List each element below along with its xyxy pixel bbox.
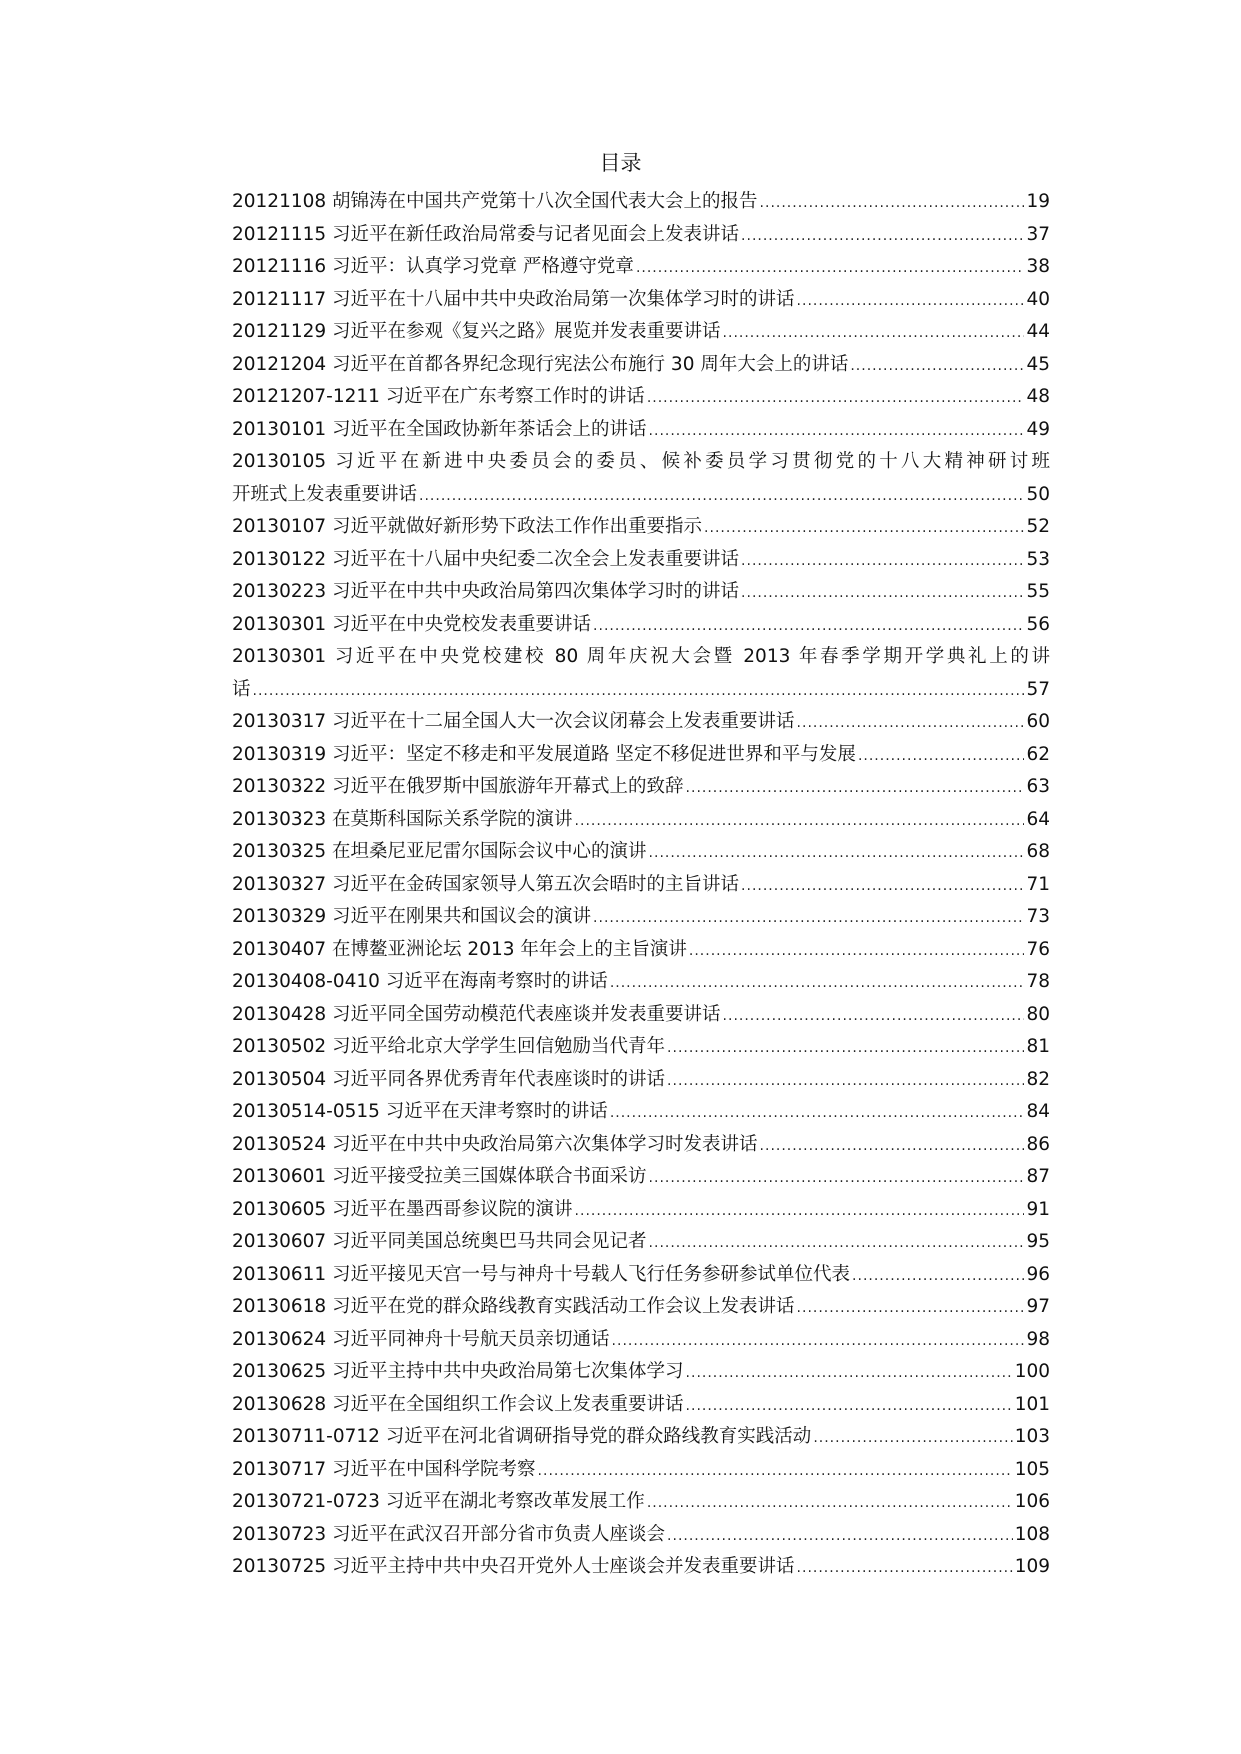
- toc-page-number: 86: [1026, 1133, 1050, 1155]
- dot-leader: [723, 317, 1025, 350]
- toc-entry[interactable]: [232, 966, 1050, 999]
- toc-entry[interactable]: [232, 1031, 1050, 1064]
- dot-leader: [593, 902, 1024, 935]
- toc-page-number: 73: [1026, 906, 1050, 927]
- dot-leader: [858, 740, 1025, 773]
- toc-entry-line: [232, 316, 1050, 349]
- dot-leader: [797, 1292, 1025, 1325]
- toc-page-number: 71: [1026, 873, 1050, 895]
- toc-entry[interactable]: [232, 1161, 1050, 1194]
- dot-leader: [649, 1227, 1025, 1260]
- toc-entry-line: [232, 1194, 1050, 1227]
- dot-leader: [686, 1357, 1013, 1390]
- toc-entry-line: [232, 1551, 1050, 1584]
- dot-leader: [593, 610, 1024, 643]
- toc-entry[interactable]: [232, 641, 1050, 706]
- dot-leader: [575, 1195, 1025, 1228]
- toc-entry-line: [232, 609, 1050, 642]
- dot-leader: [797, 285, 1025, 318]
- toc-entry-line: [232, 1356, 1050, 1389]
- dot-leader: [649, 1162, 1025, 1195]
- dot-leader: [610, 1097, 1025, 1130]
- toc-entry[interactable]: [232, 739, 1050, 772]
- toc-entry[interactable]: [232, 1421, 1050, 1454]
- toc-entry-line: [232, 1421, 1050, 1454]
- dot-leader: [741, 220, 1024, 253]
- toc-entry[interactable]: [232, 836, 1050, 869]
- dot-leader: [741, 870, 1024, 903]
- toc-entry-line: [232, 1161, 1050, 1194]
- toc-entry-continuation: [232, 674, 1050, 707]
- toc-entry-title: 20130428 习近平同全国劳动模范代表座谈并发表重要讲话: [232, 1003, 721, 1025]
- toc-entry-line: [232, 576, 1050, 609]
- toc-entry-title: 20130107 习近平就做好新形势下政法工作作出重要指示: [232, 516, 703, 537]
- toc-page-number: 100: [1014, 1361, 1050, 1382]
- toc-entry-line: [232, 706, 1050, 739]
- dot-leader: [610, 967, 1025, 1000]
- toc-page-number: 48: [1026, 386, 1050, 407]
- toc-entry-title: 20121204 习近平在首都各界纪念现行宪法公布施行 30 周年大会上的讲话: [232, 353, 849, 375]
- toc-entry-line: [232, 1486, 1050, 1519]
- toc-entry-title: 20130105 习近平在新进中央委员会的委员、候补委员学习贯彻党的十八大精神研讨班: [232, 451, 1050, 472]
- toc-page-number: 37: [1026, 223, 1050, 245]
- toc-entry-title: 20130618 习近平在党的群众路线教育实践活动工作会议上发表讲话: [232, 1296, 795, 1317]
- toc-entry-continuation: [232, 479, 1050, 512]
- toc-entry[interactable]: [232, 381, 1050, 414]
- toc-entry-line: [232, 901, 1050, 934]
- toc-entry-line: [232, 414, 1050, 447]
- toc-entry-line: [232, 544, 1050, 577]
- dot-leader: [649, 837, 1025, 870]
- dot-leader: [667, 1032, 1024, 1065]
- toc-page-number: 81: [1026, 1036, 1050, 1057]
- dot-leader: [797, 707, 1025, 740]
- toc-page-number: 52: [1026, 516, 1050, 537]
- toc-entry-title: 20130408-0410 习近平在海南考察时的讲话: [232, 971, 608, 992]
- toc-entry-title: 20121108 胡锦涛在中国共产党第十八次全国代表大会上的报告: [232, 191, 758, 212]
- toc-entry-title: 20130607 习近平同美国总统奥巴马共同会见记者: [232, 1231, 647, 1252]
- dot-leader: [253, 675, 1025, 708]
- toc-entry[interactable]: [232, 316, 1050, 349]
- dot-leader: [813, 1422, 1012, 1455]
- toc-page-number: 82: [1026, 1068, 1050, 1090]
- dot-leader: [538, 1455, 1013, 1488]
- toc-entry[interactable]: [232, 186, 1050, 219]
- toc-page-number: 109: [1014, 1556, 1050, 1577]
- toc-entry[interactable]: [232, 999, 1050, 1032]
- toc-entry-title: 20121117 习近平在十八届中共中央政治局第一次集体学习时的讲话: [232, 288, 795, 310]
- dot-leader: [649, 415, 1025, 448]
- toc-page-number: 38: [1026, 256, 1050, 277]
- dot-leader: [850, 350, 1024, 383]
- toc-title: 目录: [599, 151, 642, 175]
- toc-entry[interactable]: [232, 1226, 1050, 1259]
- toc-entry-title: 20130502 习近平给北京大学学生回信勉励当代青年: [232, 1036, 666, 1057]
- toc-entry-title: 20121129 习近平在参观《复兴之路》展览并发表重要讲话: [232, 321, 721, 342]
- toc-entry-line: [232, 934, 1050, 967]
- toc-page-number: 57: [1026, 678, 1050, 700]
- dot-leader: [575, 805, 1025, 838]
- dot-leader: [704, 512, 1024, 545]
- toc-entry-title: 20130101 习近平在全国政协新年茶话会上的讲话: [232, 418, 647, 440]
- dot-leader: [647, 382, 1025, 415]
- toc-entry[interactable]: [232, 934, 1050, 967]
- toc-entry-title: 20130524 习近平在中共中央政治局第六次集体学习时发表讲话: [232, 1133, 758, 1155]
- toc-page-number: 49: [1026, 418, 1050, 440]
- toc-entry-title: 20130223 习近平在中共中央政治局第四次集体学习时的讲话: [232, 581, 740, 602]
- toc-entry-title: 20130323 在莫斯科国际关系学院的演讲: [232, 808, 573, 830]
- toc-entry-title: 20130504 习近平同各界优秀青年代表座谈时的讲话: [232, 1068, 666, 1090]
- toc-entry[interactable]: [232, 1389, 1050, 1422]
- toc-entry-title: 20130301 习近平在中央党校建校 80 周年庆祝大会暨 2013 年春季学期开学典礼上的讲: [232, 646, 1050, 667]
- toc-page-number: 87: [1026, 1166, 1050, 1187]
- toc-entry-title: 20130325 在坦桑尼亚尼雷尔国际会议中心的演讲: [232, 841, 647, 862]
- toc-entry-line: [232, 219, 1050, 252]
- toc-entry-title: 20130322 习近平在俄罗斯中国旅游年开幕式上的致辞: [232, 776, 684, 797]
- toc-entry-line: [232, 381, 1050, 414]
- toc-page-number: 98: [1026, 1328, 1050, 1350]
- dot-leader: [689, 935, 1025, 968]
- toc-page-number: 80: [1026, 1003, 1050, 1025]
- toc-entry[interactable]: [232, 544, 1050, 577]
- toc-page-number: 64: [1026, 808, 1050, 830]
- dot-leader: [760, 187, 1025, 220]
- toc-entry-title: 20130605 习近平在墨西哥参议院的演讲: [232, 1198, 573, 1220]
- toc-entry-line: [232, 1454, 1050, 1487]
- toc-entry-title: 20130625 习近平主持中共中央政治局第七次集体学习: [232, 1361, 684, 1382]
- toc-entry-title: 20130407 在博鳌亚洲论坛 2013 年年会上的主旨演讲: [232, 938, 687, 960]
- toc-entry-line: [232, 1389, 1050, 1422]
- dot-leader: [852, 1260, 1024, 1293]
- toc-page-number: 50: [1026, 483, 1050, 505]
- dot-leader: [419, 480, 1024, 513]
- toc-entry-title: 20130723 习近平在武汉召开部分省市负责人座谈会: [232, 1523, 666, 1545]
- toc-entry[interactable]: [232, 771, 1050, 804]
- toc-page-number: 78: [1026, 971, 1050, 992]
- toc-entry-line: [232, 804, 1050, 837]
- toc-page-number: 45: [1026, 353, 1050, 375]
- dot-leader: [667, 1065, 1024, 1098]
- toc-entry-line: [232, 1324, 1050, 1357]
- toc-page-number: 97: [1026, 1296, 1050, 1317]
- toc-entry[interactable]: [232, 869, 1050, 902]
- toc-entry-title: 20121207-1211 习近平在广东考察工作时的讲话: [232, 386, 645, 407]
- toc-entry-line: [232, 739, 1050, 772]
- toc-entry[interactable]: [232, 1454, 1050, 1487]
- toc-entry[interactable]: [232, 1519, 1050, 1552]
- toc-entry-line: [232, 1096, 1050, 1129]
- toc-page-number: 103: [1014, 1426, 1050, 1447]
- toc-entry-line: [232, 999, 1050, 1032]
- toc-entry[interactable]: [232, 284, 1050, 317]
- toc-entry-line: [232, 771, 1050, 804]
- toc-entry[interactable]: [232, 576, 1050, 609]
- toc-entry-title: 20130721-0723 习近平在湖北考察改革发展工作: [232, 1491, 645, 1512]
- toc-entry-title: 20130319 习近平：坚定不移走和平发展道路 坚定不移促进世界和平与发展: [232, 743, 856, 765]
- toc-entry[interactable]: [232, 706, 1050, 739]
- dot-leader: [686, 1390, 1013, 1423]
- toc-entry[interactable]: [232, 1291, 1050, 1324]
- toc-page-number: 40: [1026, 288, 1050, 310]
- dot-leader: [723, 1000, 1025, 1033]
- toc-entry-title: 20130717 习近平在中国科学院考察: [232, 1458, 536, 1480]
- toc-entry-line: [232, 966, 1050, 999]
- toc-entry-title: 20130317 习近平在十二届全国人大一次会议闭幕会上发表重要讲话: [232, 711, 795, 732]
- toc-page-number: 55: [1026, 581, 1050, 602]
- toc-entry-title: 20130628 习近平在全国组织工作会议上发表重要讲话: [232, 1393, 684, 1415]
- toc-entry-title: 20130725 习近平主持中共中央召开党外人士座谈会并发表重要讲话: [232, 1556, 795, 1577]
- toc-entry-line: [232, 836, 1050, 869]
- toc-entry-line: [232, 1519, 1050, 1552]
- toc-page-number: 101: [1014, 1393, 1050, 1415]
- toc-entry-title: 开班式上发表重要讲话: [232, 483, 418, 505]
- toc-entry[interactable]: [232, 1551, 1050, 1584]
- toc-entry[interactable]: [232, 1259, 1050, 1292]
- dot-leader: [760, 1130, 1025, 1163]
- toc-entry[interactable]: [232, 349, 1050, 382]
- toc-page-number: 108: [1014, 1523, 1050, 1545]
- toc-entry-line: [232, 1129, 1050, 1162]
- dot-leader: [667, 1520, 1013, 1553]
- toc-page-number: 84: [1026, 1101, 1050, 1122]
- toc-entry-line: [232, 1064, 1050, 1097]
- toc-entry-title: 20130301 习近平在中央党校发表重要讲话: [232, 613, 592, 635]
- toc-page-number: 19: [1026, 191, 1050, 212]
- dot-leader: [797, 1552, 1013, 1585]
- toc-entry-line: [232, 1031, 1050, 1064]
- toc-entry-line: [232, 349, 1050, 382]
- toc-entry[interactable]: [232, 511, 1050, 544]
- toc-page-number: 91: [1026, 1198, 1050, 1220]
- toc-entry-line: [232, 251, 1050, 284]
- toc-page-number: 63: [1026, 776, 1050, 797]
- toc-entry[interactable]: [232, 804, 1050, 837]
- toc-entry-title: 20130624 习近平同神舟十号航天员亲切通话: [232, 1328, 610, 1350]
- toc-entry-line: [232, 1291, 1050, 1324]
- dot-leader: [612, 1325, 1025, 1358]
- toc-page-number: 76: [1026, 938, 1050, 960]
- toc-entry-line: [232, 1259, 1050, 1292]
- toc-entry-title: 20130514-0515 习近平在天津考察时的讲话: [232, 1101, 608, 1122]
- toc-entry[interactable]: [232, 609, 1050, 642]
- toc-entry-title: 话: [232, 678, 251, 700]
- toc-entry-line: [232, 186, 1050, 219]
- dot-leader: [636, 252, 1025, 285]
- toc-page-number: 106: [1014, 1491, 1050, 1512]
- toc-entry-title: 20130601 习近平接受拉美三国媒体联合书面采访: [232, 1166, 647, 1187]
- toc-entry[interactable]: [232, 1324, 1050, 1357]
- toc-page-number: 60: [1026, 711, 1050, 732]
- toc-entry[interactable]: [232, 219, 1050, 252]
- toc-page-number: 53: [1026, 548, 1050, 570]
- toc-entry[interactable]: [232, 446, 1050, 511]
- toc-entry[interactable]: [232, 1486, 1050, 1519]
- toc-entry-title: 20130122 习近平在十八届中央纪委二次全会上发表重要讲话: [232, 548, 740, 570]
- toc-entry[interactable]: [232, 1064, 1050, 1097]
- toc-entry-title: 20130711-0712 习近平在河北省调研指导党的群众路线教育实践活动: [232, 1426, 812, 1447]
- toc-entry-line: [232, 869, 1050, 902]
- toc-entry[interactable]: [232, 1129, 1050, 1162]
- toc-entry[interactable]: [232, 251, 1050, 284]
- toc-page-number: 96: [1026, 1263, 1050, 1285]
- dot-leader: [647, 1487, 1013, 1520]
- toc-entry-line: [232, 1226, 1050, 1259]
- toc-entry-title: 20130329 习近平在刚果共和国议会的演讲: [232, 906, 592, 927]
- dot-leader: [741, 545, 1024, 578]
- toc-entry-line: [232, 511, 1050, 544]
- dot-leader: [686, 772, 1025, 805]
- toc-entry[interactable]: [232, 1096, 1050, 1129]
- toc-page-number: 95: [1026, 1231, 1050, 1252]
- toc-entry-title: 20121115 习近平在新任政治局常委与记者见面会上发表讲话: [232, 223, 740, 245]
- toc-entry[interactable]: [232, 901, 1050, 934]
- toc-entry[interactable]: [232, 1356, 1050, 1389]
- toc-page-number: 44: [1026, 321, 1050, 342]
- toc-entry-title: 20130327 习近平在金砖国家领导人第五次会晤时的主旨讲话: [232, 873, 740, 895]
- toc-entry-line: [232, 284, 1050, 317]
- toc-entry-title: 20121116 习近平：认真学习党章 严格遵守党章: [232, 256, 634, 277]
- toc-page-number: 68: [1026, 841, 1050, 862]
- toc-page-number: 105: [1014, 1458, 1050, 1480]
- toc-list: [232, 186, 1050, 1584]
- toc-entry[interactable]: [232, 414, 1050, 447]
- dot-leader: [741, 577, 1024, 610]
- toc-page-number: 56: [1026, 613, 1050, 635]
- toc-entry-title: 20130611 习近平接见天宫一号与神舟十号载人飞行任务参研参试单位代表: [232, 1263, 851, 1285]
- toc-entry[interactable]: [232, 1194, 1050, 1227]
- toc-page-number: 62: [1026, 743, 1050, 765]
